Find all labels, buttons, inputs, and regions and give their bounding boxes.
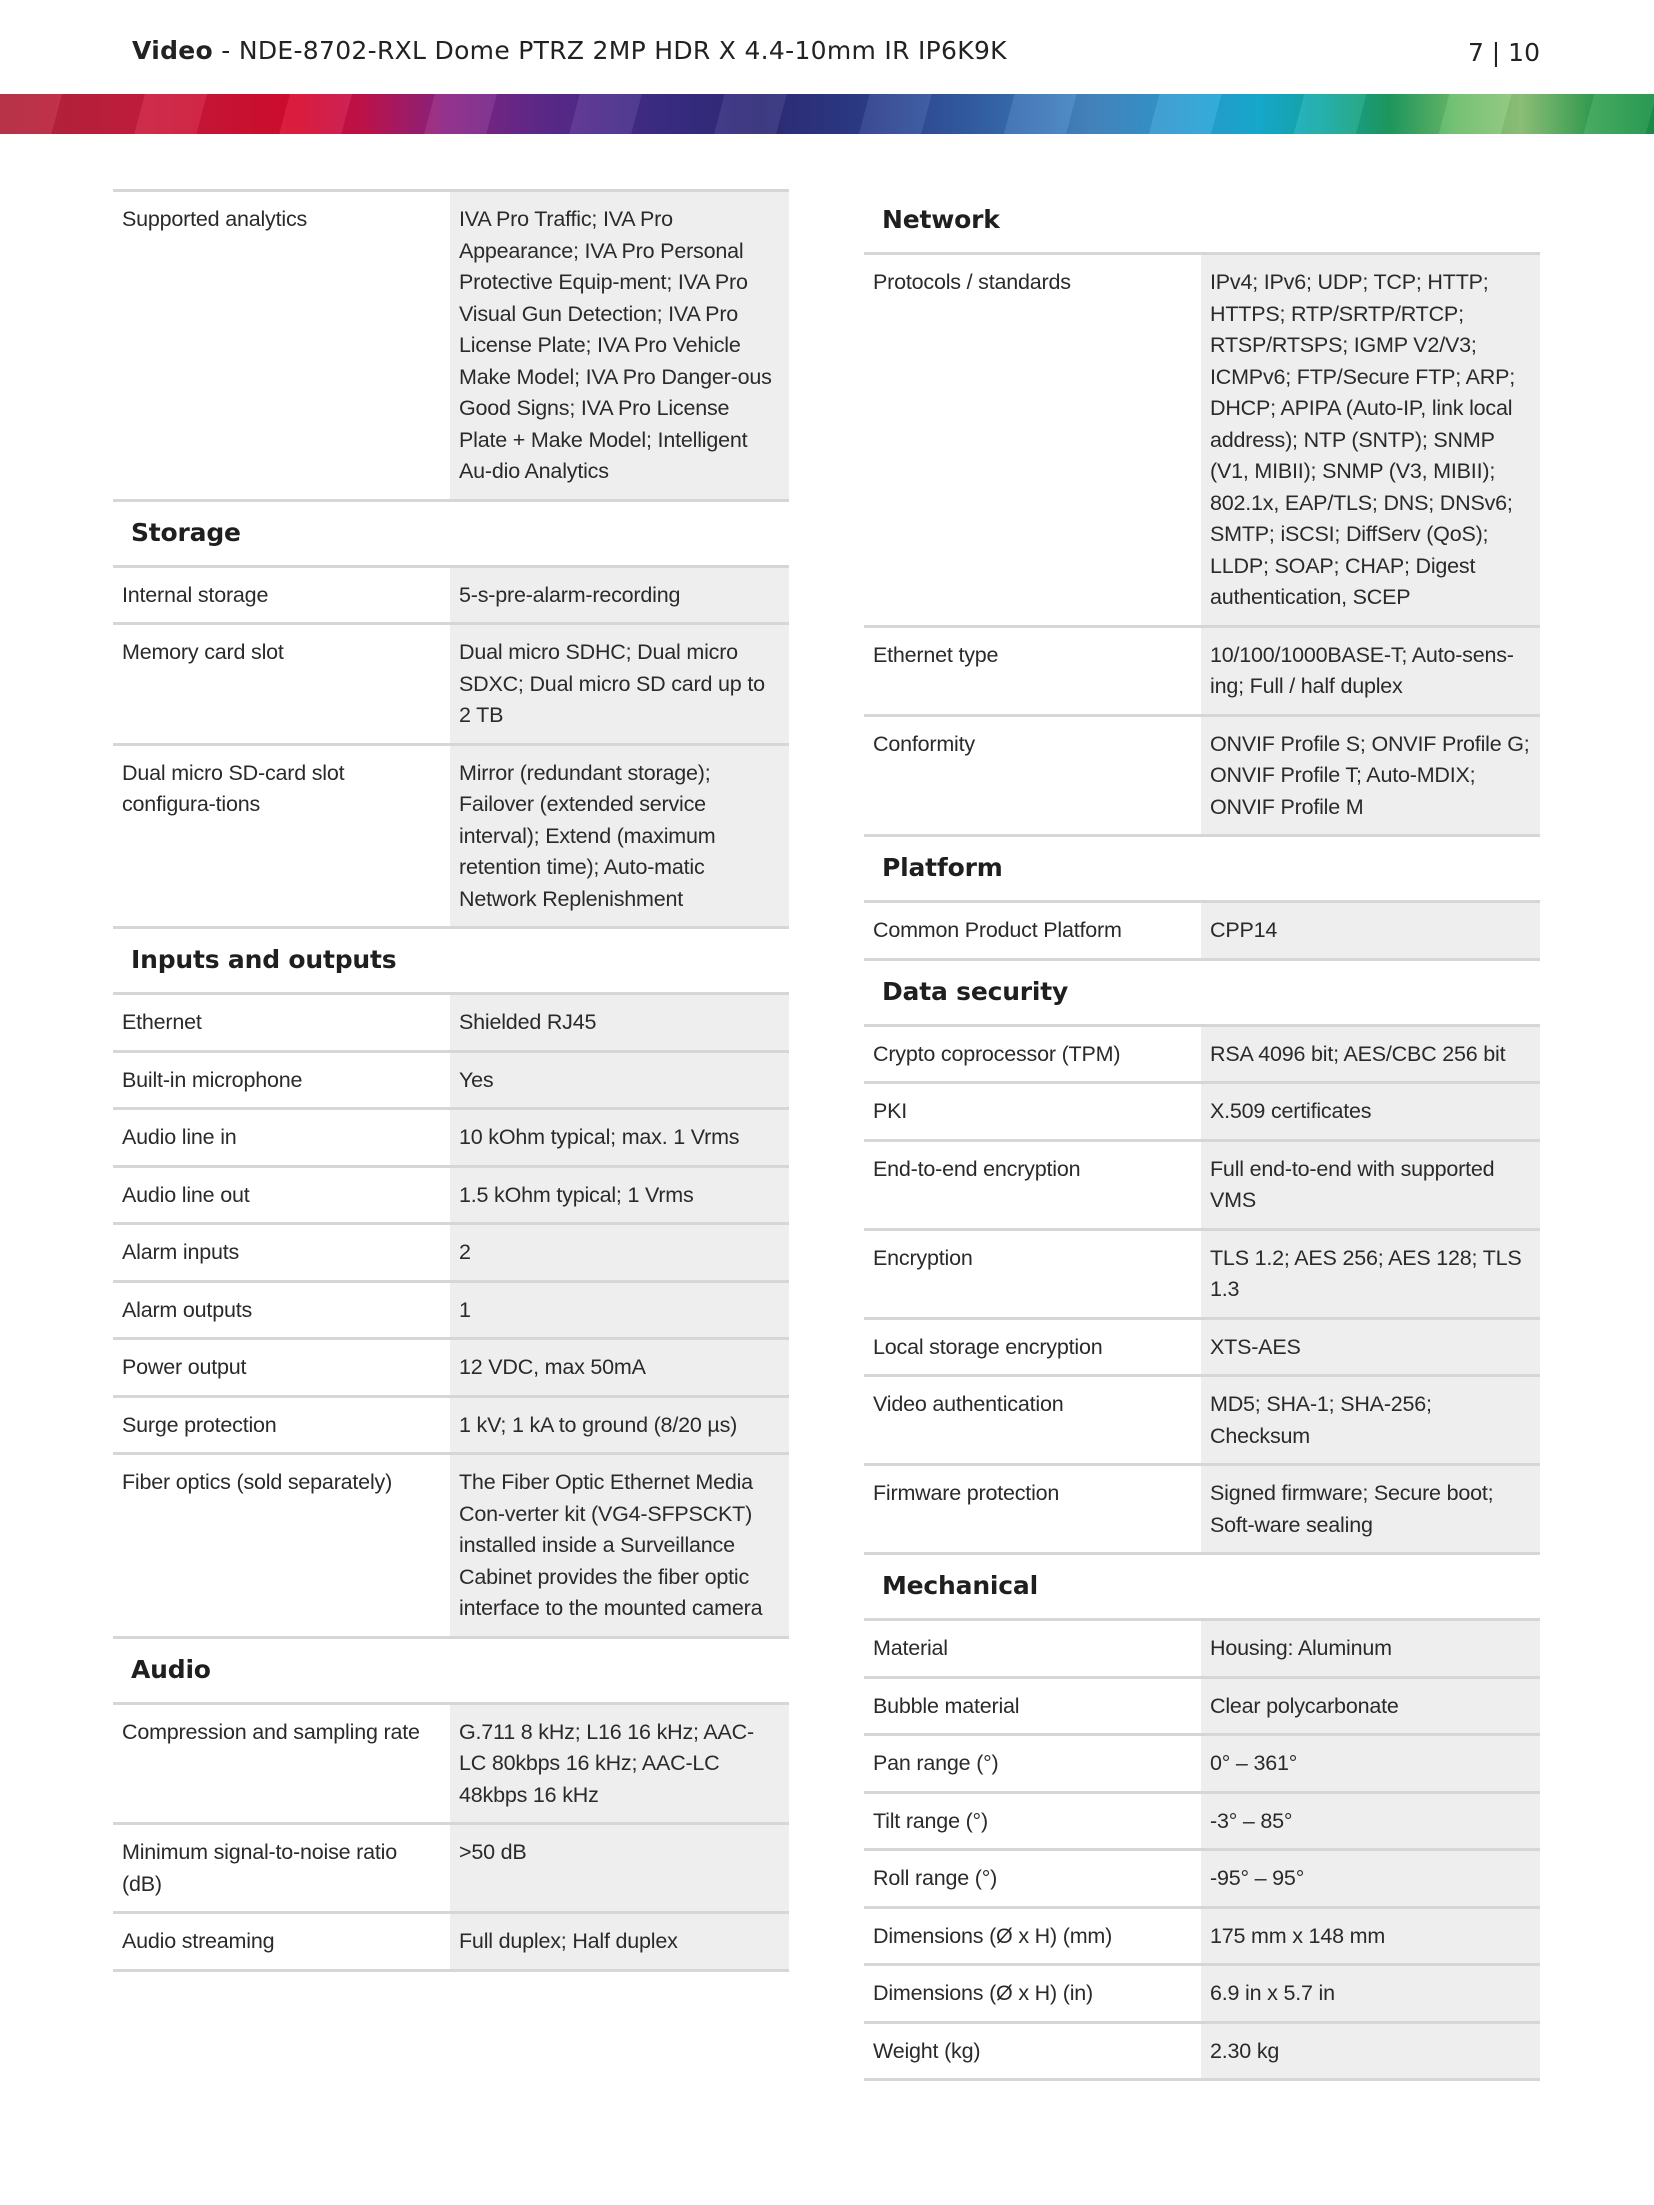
spec-value: 2.30 kg <box>1201 2022 1540 2080</box>
spec-row <box>864 1965 1540 2023</box>
spec-row <box>864 1792 1540 1850</box>
spec-label: Common Product Platform <box>864 902 1201 960</box>
section-heading: Platform <box>864 836 1540 902</box>
spec-value: Mirror (redundant storage); Failover (extended service interval); Extend (maximum retention time); Auto-matic Network Replenishment <box>450 744 789 928</box>
spec-value: TLS 1.2; AES 256; AES 128; TLS 1.3 <box>1201 1229 1540 1318</box>
spec-row <box>113 1339 789 1397</box>
spec-row <box>113 1224 789 1282</box>
spec-value: 2 <box>450 1224 789 1282</box>
spec-row <box>864 902 1540 960</box>
spec-row <box>864 254 1540 627</box>
spec-label: Alarm inputs <box>113 1224 450 1282</box>
spec-label: Dual micro SD-card slot configura-tions <box>113 744 450 928</box>
spec-row <box>113 994 789 1052</box>
section-audio <box>113 1637 789 1703</box>
spec-row <box>113 1109 789 1167</box>
spec-value: 10 kOhm typical; max. 1 Vrms <box>450 1109 789 1167</box>
spec-label: Firmware protection <box>864 1465 1201 1554</box>
spec-label: Audio streaming <box>113 1913 450 1971</box>
spec-value: Signed firmware; Secure boot; Soft-ware sealing <box>1201 1465 1540 1554</box>
spec-label: Minimum signal-to-noise ratio (dB) <box>113 1824 450 1913</box>
section-inputs-and-outputs <box>113 928 789 994</box>
spec-label: Roll range (°) <box>864 1850 1201 1908</box>
spec-label: Weight (kg) <box>864 2022 1201 2080</box>
spec-row <box>113 1703 789 1824</box>
spec-row <box>113 1051 789 1109</box>
spec-row <box>864 1140 1540 1229</box>
spec-value: Clear polycarbonate <box>1201 1677 1540 1735</box>
spec-row <box>864 1907 1540 1965</box>
spec-value: 10/100/1000BASE-T; Auto-sens-ing; Full / half duplex <box>1201 626 1540 715</box>
spec-label: Audio line out <box>113 1166 450 1224</box>
section-heading: Network <box>864 189 1540 254</box>
spec-value: -95° – 95° <box>1201 1850 1540 1908</box>
spec-label: Internal storage <box>113 566 450 624</box>
spec-value: -3° – 85° <box>1201 1792 1540 1850</box>
section-heading: Data security <box>864 959 1540 1025</box>
right-spec-column <box>864 189 1540 2081</box>
spec-label: Ethernet type <box>864 626 1201 715</box>
spec-value: 5-s-pre-alarm-recording <box>450 566 789 624</box>
spec-value: 1.5 kOhm typical; 1 Vrms <box>450 1166 789 1224</box>
spec-label: Pan range (°) <box>864 1735 1201 1793</box>
document-product-name: - NDE-8702-RXL Dome PTRZ 2MP HDR X 4.4-10mm IR IP6K9K <box>213 36 1007 65</box>
spec-label: Dimensions (Ø x H) (mm) <box>864 1907 1201 1965</box>
spec-row <box>864 1318 1540 1376</box>
spec-label: PKI <box>864 1083 1201 1141</box>
spec-label: Audio line in <box>113 1109 450 1167</box>
page-header <box>0 0 1654 94</box>
section-network <box>864 189 1540 254</box>
spec-label: Local storage encryption <box>864 1318 1201 1376</box>
spec-value: IVA Pro Traffic; IVA Pro Appearance; IVA Pro Personal Protective Equip-ment; IVA Pro Visual Gun Detection; IVA Pro License Plate; IVA Pro Vehicle Make Model; IVA Pro Danger-ous Good Signs; IVA Pro License Plate + Make Model; Intelligent Au-dio Analytics <box>450 191 789 501</box>
spec-value: 6.9 in x 5.7 in <box>1201 1965 1540 2023</box>
spec-row <box>113 191 789 501</box>
spec-row <box>864 715 1540 836</box>
page-number: 7 | 10 <box>1467 38 1540 67</box>
spec-label: Fiber optics (sold separately) <box>113 1454 450 1638</box>
section-platform <box>864 836 1540 902</box>
spec-row <box>113 1913 789 1971</box>
spec-value: Dual micro SDHC; Dual micro SDXC; Dual micro SD card up to 2 TB <box>450 624 789 745</box>
spec-value: The Fiber Optic Ethernet Media Con-verter kit (VG4-SFPSCKT) installed inside a Surveillance Cabinet provides the fiber optic interface to the mounted camera <box>450 1454 789 1638</box>
spec-label: Supported analytics <box>113 191 450 501</box>
document-category: Video <box>132 36 214 65</box>
spec-row <box>113 1824 789 1913</box>
spec-value: Yes <box>450 1051 789 1109</box>
spec-value: ONVIF Profile S; ONVIF Profile G; ONVIF Profile T; Auto-MDIX; ONVIF Profile M <box>1201 715 1540 836</box>
spec-label: Crypto coprocessor (TPM) <box>864 1025 1201 1083</box>
spec-value: Full end-to-end with supported VMS <box>1201 1140 1540 1229</box>
spec-label: Compression and sampling rate <box>113 1703 450 1824</box>
left-spec-column <box>113 189 789 1972</box>
spec-row <box>864 1465 1540 1554</box>
spec-value: 175 mm x 148 mm <box>1201 1907 1540 1965</box>
spec-label: Alarm outputs <box>113 1281 450 1339</box>
spec-label: Encryption <box>864 1229 1201 1318</box>
section-storage <box>113 500 789 566</box>
spec-label: Bubble material <box>864 1677 1201 1735</box>
spec-value: 0° – 361° <box>1201 1735 1540 1793</box>
spec-row <box>113 744 789 928</box>
spec-value: 1 kV; 1 kA to ground (8/20 µs) <box>450 1396 789 1454</box>
spec-value: Shielded RJ45 <box>450 994 789 1052</box>
spec-label: Ethernet <box>113 994 450 1052</box>
spec-row <box>113 624 789 745</box>
spec-value: XTS-AES <box>1201 1318 1540 1376</box>
spec-value: IPv4; IPv6; UDP; TCP; HTTP; HTTPS; RTP/SRTP/RTCP; RTSP/RTSPS; IGMP V2/V3; ICMPv6; FTP/Secure FTP; ARP; DHCP; APIPA (Auto-IP, link local address); NTP (SNTP); SNMP (V1, MIBII); SNMP (V3, MIBII); 802.1x, EAP/TLS; DNS; DNSv6; SMTP; iSCSI; DiffServ (QoS); LLDP; SOAP; CHAP; Digest authentication, SCEP <box>1201 254 1540 627</box>
spec-value: CPP14 <box>1201 902 1540 960</box>
left-spec-table <box>113 189 789 1972</box>
spec-label: Conformity <box>864 715 1201 836</box>
spec-label: Dimensions (Ø x H) (in) <box>864 1965 1201 2023</box>
spec-row <box>113 1281 789 1339</box>
spec-row <box>113 1166 789 1224</box>
spec-row <box>864 1850 1540 1908</box>
spec-row <box>864 1025 1540 1083</box>
spec-label: Power output <box>113 1339 450 1397</box>
spec-label: Memory card slot <box>113 624 450 745</box>
spec-row <box>113 1454 789 1638</box>
spec-row <box>864 1376 1540 1465</box>
spec-label: Material <box>864 1620 1201 1678</box>
spec-row <box>113 1396 789 1454</box>
section-mechanical <box>864 1554 1540 1620</box>
spec-value: MD5; SHA-1; SHA-256; Checksum <box>1201 1376 1540 1465</box>
spec-label: Built-in microphone <box>113 1051 450 1109</box>
spec-row <box>864 1735 1540 1793</box>
spec-label: Tilt range (°) <box>864 1792 1201 1850</box>
brand-color-bar <box>0 94 1654 134</box>
spec-label: Video authentication <box>864 1376 1201 1465</box>
spec-value: Full duplex; Half duplex <box>450 1913 789 1971</box>
spec-value: Housing: Aluminum <box>1201 1620 1540 1678</box>
spec-value: >50 dB <box>450 1824 789 1913</box>
spec-label: Surge protection <box>113 1396 450 1454</box>
spec-value: 1 <box>450 1281 789 1339</box>
spec-label: End-to-end encryption <box>864 1140 1201 1229</box>
spec-row <box>864 1620 1540 1678</box>
section-heading: Inputs and outputs <box>113 928 789 994</box>
section-data-security <box>864 959 1540 1025</box>
spec-row <box>864 2022 1540 2080</box>
section-heading: Storage <box>113 500 789 566</box>
spec-value: X.509 certificates <box>1201 1083 1540 1141</box>
document-title <box>132 36 1007 65</box>
spec-row <box>864 1083 1540 1141</box>
spec-label: Protocols / standards <box>864 254 1201 627</box>
spec-value: 12 VDC, max 50mA <box>450 1339 789 1397</box>
spec-row <box>864 626 1540 715</box>
spec-row <box>113 566 789 624</box>
spec-value: G.711 8 kHz; L16 16 kHz; AAC-LC 80kbps 16 kHz; AAC-LC 48kbps 16 kHz <box>450 1703 789 1824</box>
section-heading: Audio <box>113 1637 789 1703</box>
right-spec-table <box>864 189 1540 2081</box>
spec-row <box>864 1229 1540 1318</box>
spec-row <box>864 1677 1540 1735</box>
spec-value: RSA 4096 bit; AES/CBC 256 bit <box>1201 1025 1540 1083</box>
section-heading: Mechanical <box>864 1554 1540 1620</box>
